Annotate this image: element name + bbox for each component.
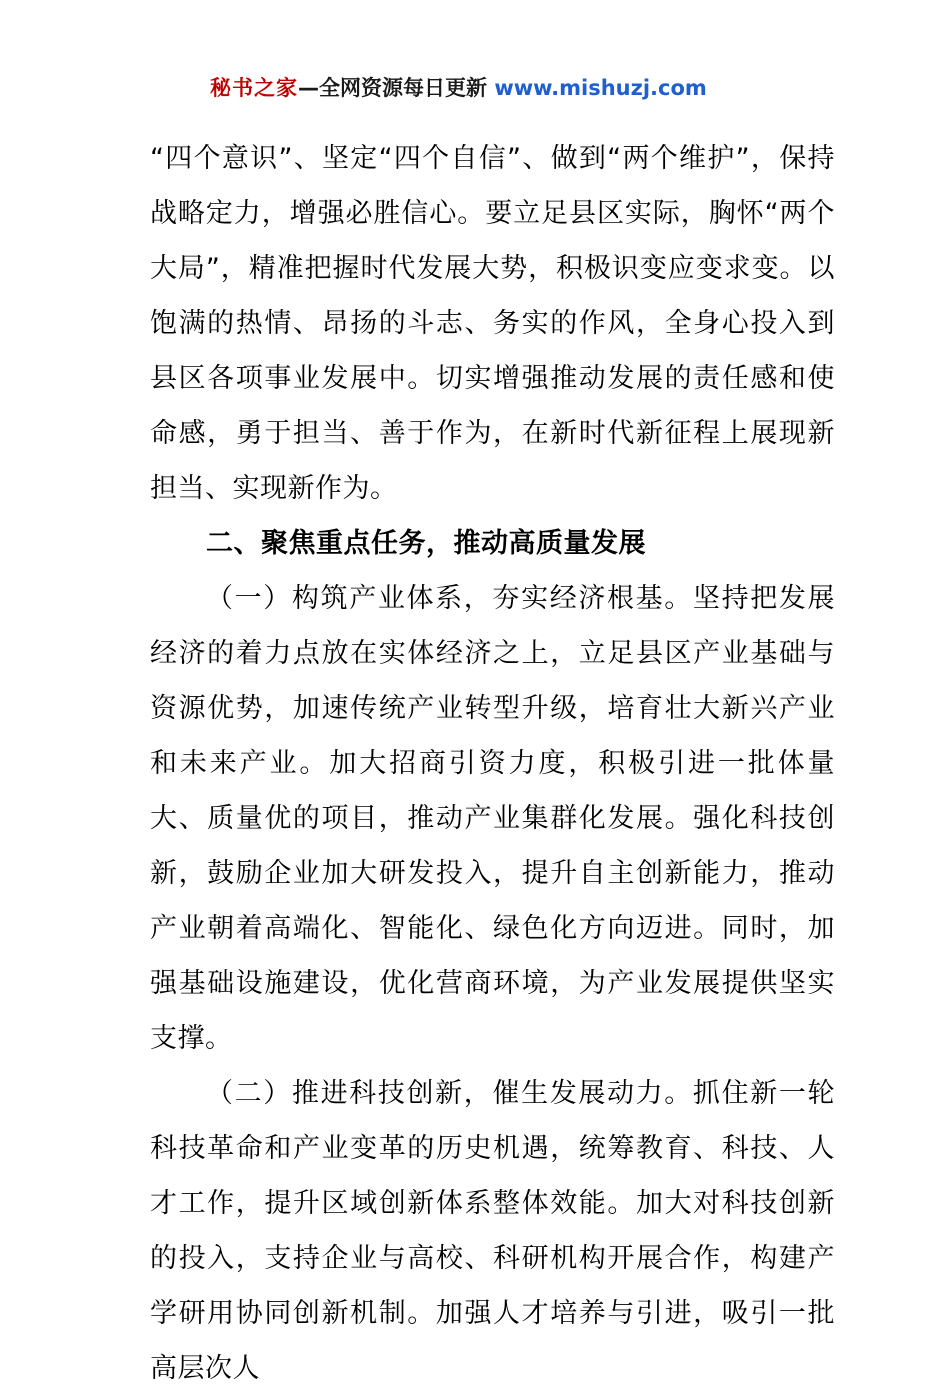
paragraph-continued: “四个意识”、坚定“四个自信”、做到“两个维护”，保持战略定力，增强必胜信心。要立足县区实际，胸怀“两个大局”，精准把握时代发展大势，积极识变应变求变。以饱满的热情、昂扬的斗志、务实的作风，全身心投入到县区各项事业发展中。切实增强推动发展的责任感和使命感，勇于担当、善于作为，在新时代新征程上展现新担当、实现新作为。 bbox=[150, 143, 835, 505]
watermark-tagline: —全网资源每日更新 bbox=[298, 76, 495, 100]
paragraph-subsection-2: （二）推进科技创新，催生发展动力。抓住新一轮科技革命和产业变革的历史机遇，统筹教育、科技、人才工作，提升区域创新体系整体效能。加大对科技创新的投入，支持企业与高校、科研机构开展合作，构建产学研用协同创新机制。加强人才培养与引进，吸引一批高层次人 bbox=[150, 1078, 835, 1385]
site-watermark bbox=[210, 76, 835, 101]
section-heading: 二、聚焦重点任务，推动高质量发展 bbox=[206, 528, 646, 560]
watermark-brand: 秘书之家 bbox=[210, 76, 298, 100]
paragraph-subsection-1: （一）构筑产业体系，夯实经济根基。坚持把发展经济的着力点放在实体经济之上，立足县区产业基础与资源优势，加速传统产业转型升级，培育壮大新兴产业和未来产业。加大招商引资力度，积极引进一批体量大、质量优的项目，推动产业集群化发展。强化科技创新，鼓励企业加大研发投入，提升自主创新能力，推动产业朝着高端化、智能化、绿色化方向迈进。同时，加强基础设施建设，优化营商环境，为产业发展提供坚实支撑。 bbox=[150, 583, 835, 1055]
document-body bbox=[150, 131, 835, 1396]
watermark-url[interactable]: www.mishuzj.com bbox=[494, 76, 707, 100]
